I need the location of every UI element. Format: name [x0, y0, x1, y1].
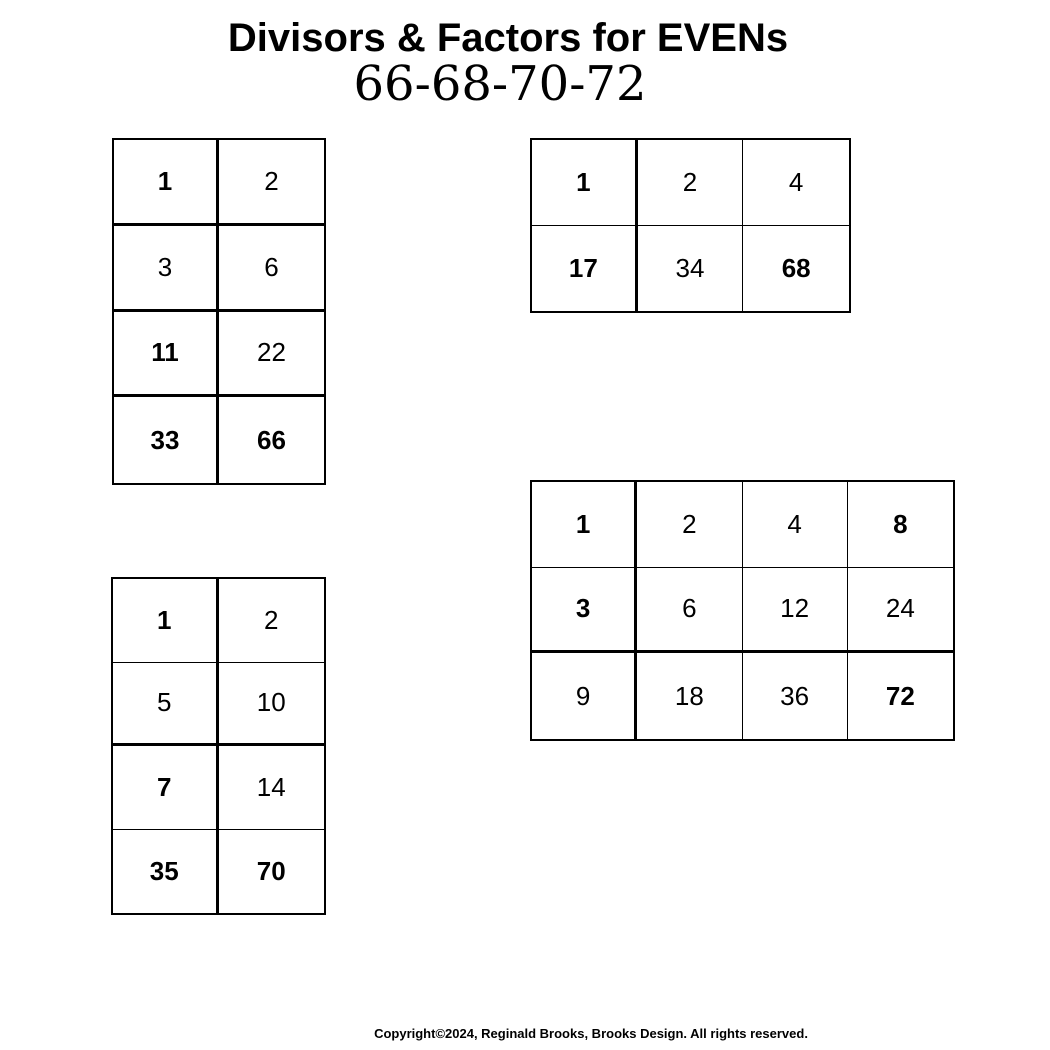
divisor-cell: 2	[637, 482, 742, 568]
divisor-cell: 1	[532, 482, 637, 568]
divisor-cell: 5	[113, 663, 219, 747]
copyright-footer: Copyright©2024, Reginald Brooks, Brooks Design. All rights reserved.	[374, 1026, 808, 1041]
divisor-grid-72	[530, 480, 955, 741]
divisor-cell: 2	[638, 140, 744, 226]
divisor-cell: 2	[219, 140, 324, 226]
divisor-cell: 2	[219, 579, 325, 663]
page-title: Divisors & Factors for EVENs	[227, 16, 789, 60]
divisor-cell: 4	[743, 482, 848, 568]
divisor-cell: 70	[256, 855, 286, 886]
divisor-cell: 36	[743, 653, 848, 739]
divisor-cell: 66	[257, 424, 286, 455]
divisor-cell: 1	[113, 579, 219, 663]
divisor-cell: 3	[532, 568, 637, 654]
divisor-cell: 12	[743, 568, 848, 654]
divisor-cell: 68	[781, 252, 811, 283]
divisor-cell: 7	[113, 746, 219, 830]
divisor-cell: 22	[219, 312, 324, 398]
divisor-cell: 14	[219, 746, 325, 830]
divisor-cell: 35	[113, 830, 219, 914]
divisor-grid-70	[111, 577, 326, 915]
divisor-cell: 33	[114, 397, 219, 483]
divisor-cell: 4	[743, 140, 849, 226]
divisor-cell: 17	[532, 226, 638, 312]
divisor-cell: 72	[885, 680, 915, 711]
divisor-cell: 18	[637, 653, 742, 739]
divisor-grid-66	[112, 138, 326, 485]
divisor-cell: 3	[114, 226, 219, 312]
divisor-grid-68	[530, 138, 851, 313]
divisor-cell: 1	[114, 140, 219, 226]
page-subtitle: 66-68-70-72	[353, 56, 647, 112]
divisor-cell: 6	[219, 226, 324, 312]
divisor-cell: 11	[114, 312, 219, 398]
divisor-cell: 10	[219, 663, 325, 747]
divisor-cell: 1	[532, 140, 638, 226]
divisor-cell: 9	[532, 653, 637, 739]
divisor-cell: 8	[848, 482, 953, 568]
divisor-cell: 34	[638, 226, 744, 312]
divisor-cell: 6	[637, 568, 742, 654]
divisor-cell: 24	[848, 568, 953, 654]
